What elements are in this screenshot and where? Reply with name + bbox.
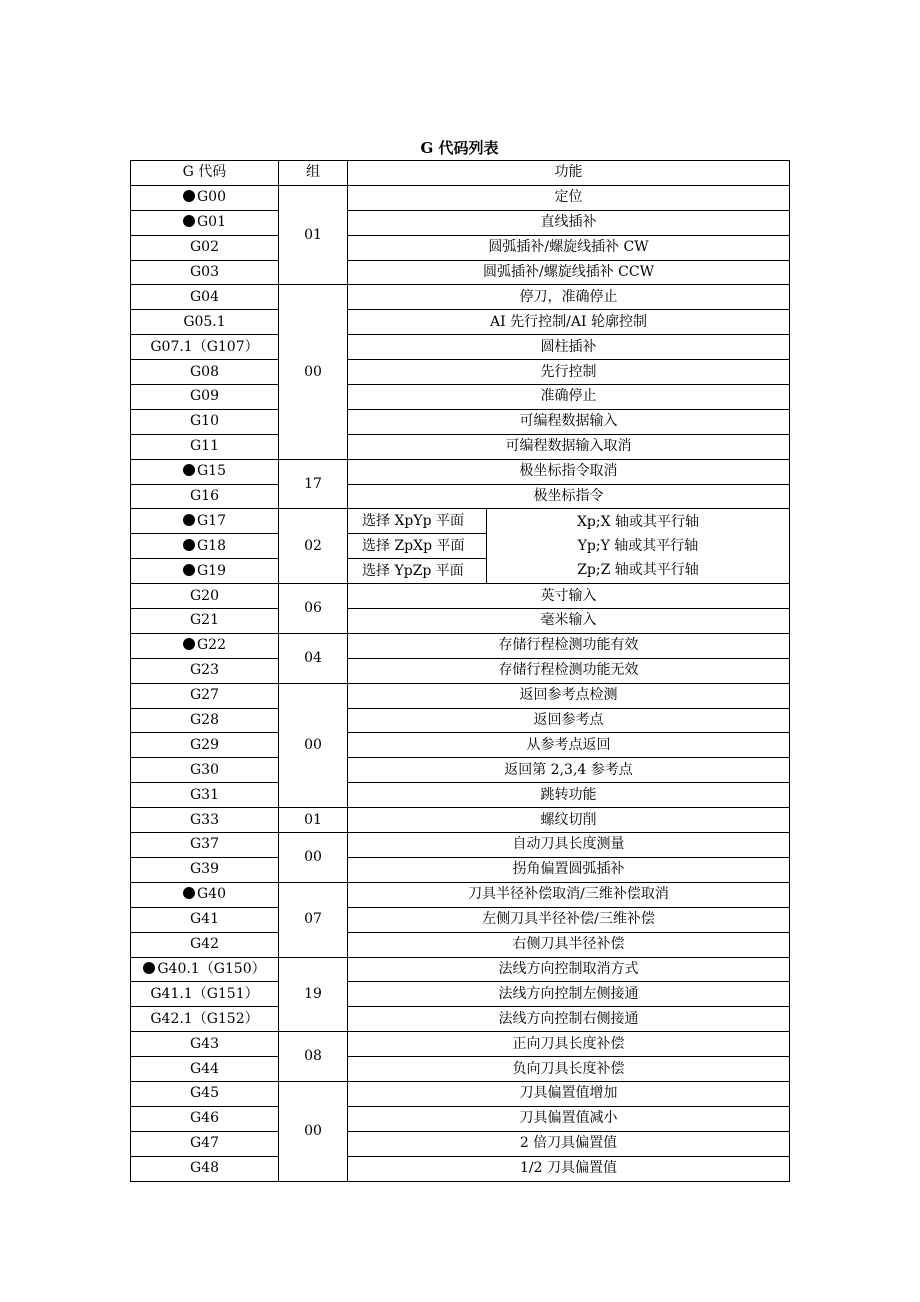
g-code-label: G42.1（G152） <box>150 1010 259 1027</box>
modal-default-dot-icon <box>183 564 195 576</box>
header-code: G 代码 <box>131 161 279 186</box>
g-code-cell <box>131 882 279 907</box>
axis-line: Yp;Y 轴或其平行轴 <box>577 538 699 555</box>
g-code-cell <box>131 833 279 858</box>
group-cell: 08 <box>279 1032 348 1082</box>
table-row <box>131 1106 790 1131</box>
g-code-label: G47 <box>190 1135 219 1152</box>
group-cell: 01 <box>279 808 348 833</box>
table-row <box>131 1057 790 1082</box>
table-row <box>131 1081 790 1106</box>
g-code-cell <box>131 1081 279 1106</box>
function-cell: 停刀，准确停止 <box>348 285 790 310</box>
axis-line: Zp;Z 轴或其平行轴 <box>577 562 699 579</box>
function-cell: 极坐标指令取消 <box>348 459 790 484</box>
modal-default-dot-icon <box>183 215 195 227</box>
group-cell: 17 <box>279 459 348 509</box>
table-row <box>131 385 790 410</box>
g-code-label: G10 <box>190 413 219 430</box>
table-row <box>131 857 790 882</box>
g-code-cell <box>131 1057 279 1082</box>
table-row <box>131 783 790 808</box>
g-code-table <box>130 160 790 1182</box>
table-row <box>131 907 790 932</box>
function-cell: 法线方向控制右侧接通 <box>348 1007 790 1032</box>
g-code-label: G46 <box>190 1110 219 1127</box>
g-code-label: G41 <box>190 911 219 928</box>
table-row <box>131 409 790 434</box>
g-code-cell <box>131 1156 279 1181</box>
g-code-label: G39 <box>190 861 219 878</box>
function-cell: 刀具半径补偿取消/三维补偿取消 <box>348 882 790 907</box>
modal-default-dot-icon <box>143 962 155 974</box>
function-cell: 返回参考点检测 <box>348 683 790 708</box>
modal-default-dot-icon <box>183 539 195 551</box>
g-code-label: G05.1 <box>183 313 226 330</box>
g-code-cell <box>131 434 279 459</box>
function-cell: 圆柱插补 <box>348 335 790 360</box>
function-cell: 右侧刀具半径补偿 <box>348 932 790 957</box>
function-cell: 法线方向控制取消方式 <box>348 957 790 982</box>
table-row <box>131 808 790 833</box>
function-cell: 自动刀具长度测量 <box>348 833 790 858</box>
g-code-label: G09 <box>190 388 219 405</box>
table-row <box>131 459 790 484</box>
group-cell: 04 <box>279 633 348 683</box>
modal-default-dot-icon <box>183 190 195 202</box>
function-cell: 跳转功能 <box>348 783 790 808</box>
group-cell: 19 <box>279 957 348 1032</box>
g-code-label: G40.1（G150） <box>157 960 266 977</box>
g-code-label: G41.1（G151） <box>150 985 259 1002</box>
group-cell: 02 <box>279 509 348 584</box>
g-code-label: G43 <box>190 1035 219 1052</box>
table-row <box>131 683 790 708</box>
g-code-cell <box>131 633 279 658</box>
table-row <box>131 658 790 683</box>
function-cell: 负向刀具长度补偿 <box>348 1057 790 1082</box>
g-code-label: G22 <box>197 637 226 654</box>
table-row <box>131 235 790 260</box>
group-cell: 06 <box>279 584 348 634</box>
g-code-label: G37 <box>190 836 219 853</box>
function-cell: 英寸输入 <box>348 584 790 609</box>
function-cell: 存储行程检测功能有效 <box>348 633 790 658</box>
g-code-label: G48 <box>190 1160 219 1177</box>
g-code-label: G45 <box>190 1085 219 1102</box>
table-row <box>131 1032 790 1057</box>
g-code-cell <box>131 509 279 534</box>
header-function: 功能 <box>348 161 790 186</box>
plane-select-cell: 选择 XpYp 平面 <box>348 509 487 534</box>
table-row <box>131 1007 790 1032</box>
g-code-cell <box>131 932 279 957</box>
function-cell: 先行控制 <box>348 360 790 385</box>
g-code-label: G04 <box>190 288 219 305</box>
modal-default-dot-icon <box>183 887 195 899</box>
table-row <box>131 584 790 609</box>
g-code-cell <box>131 683 279 708</box>
g-code-cell <box>131 360 279 385</box>
g-code-label: G11 <box>190 438 219 455</box>
g-code-cell <box>131 733 279 758</box>
table-row <box>131 982 790 1007</box>
axis-description-cell <box>487 509 790 584</box>
group-cell: 07 <box>279 882 348 957</box>
g-code-cell <box>131 1131 279 1156</box>
g-code-cell <box>131 310 279 335</box>
g-code-cell <box>131 210 279 235</box>
g-code-label: G00 <box>197 189 226 206</box>
function-cell: 圆弧插补/螺旋线插补 CW <box>348 235 790 260</box>
g-code-cell <box>131 335 279 360</box>
g-code-label: G33 <box>190 811 219 828</box>
g-code-label: G23 <box>190 662 219 679</box>
function-cell: 可编程数据输入 <box>348 409 790 434</box>
g-code-label: G17 <box>197 512 226 529</box>
table-row <box>131 957 790 982</box>
g-code-cell <box>131 1032 279 1057</box>
function-cell: 左侧刀具半径补偿/三维补偿 <box>348 907 790 932</box>
function-cell: AI 先行控制/AI 轮廓控制 <box>348 310 790 335</box>
table-row <box>131 260 790 285</box>
function-cell: 存储行程检测功能无效 <box>348 658 790 683</box>
group-cell: 00 <box>279 833 348 883</box>
table-row <box>131 310 790 335</box>
g-code-label: G16 <box>190 488 219 505</box>
group-cell: 00 <box>279 285 348 459</box>
g-code-label: G01 <box>197 214 226 231</box>
g-code-label: G03 <box>190 264 219 280</box>
group-cell: 01 <box>279 185 348 285</box>
table-row <box>131 833 790 858</box>
g-code-cell <box>131 708 279 733</box>
table-row <box>131 509 790 534</box>
g-code-cell <box>131 783 279 808</box>
function-cell: 直线插补 <box>348 210 790 235</box>
table-row <box>131 484 790 509</box>
group-cell: 00 <box>279 1081 348 1181</box>
g-code-cell <box>131 857 279 882</box>
header-group: 组 <box>279 161 348 186</box>
table-row <box>131 360 790 385</box>
table-row <box>131 285 790 310</box>
g-code-cell <box>131 808 279 833</box>
g-code-cell <box>131 609 279 634</box>
g-code-label: G20 <box>190 587 219 604</box>
function-cell: 可编程数据输入取消 <box>348 434 790 459</box>
g-code-cell <box>131 484 279 509</box>
function-cell: 2 倍刀具偏置值 <box>348 1131 790 1156</box>
plane-select-cell: 选择 ZpXp 平面 <box>348 534 487 559</box>
g-code-label: G07.1（G107） <box>150 338 259 355</box>
function-cell: 1/2 刀具偏置值 <box>348 1156 790 1181</box>
g-code-label: G29 <box>190 736 219 753</box>
g-code-cell <box>131 1007 279 1032</box>
g-code-label: G02 <box>190 239 219 256</box>
function-cell: 拐角偏置圆弧插补 <box>348 857 790 882</box>
g-code-cell <box>131 385 279 410</box>
g-code-cell <box>131 957 279 982</box>
g-code-cell <box>131 658 279 683</box>
plane-select-cell: 选择 YpZp 平面 <box>348 559 487 584</box>
function-cell: 刀具偏置值减小 <box>348 1106 790 1131</box>
table-row <box>131 758 790 783</box>
g-code-label: G19 <box>197 562 226 579</box>
g-code-cell <box>131 260 279 285</box>
axis-line: Xp;X 轴或其平行轴 <box>576 514 700 531</box>
function-cell: 毫米输入 <box>348 609 790 634</box>
g-code-cell <box>131 409 279 434</box>
g-code-label: G44 <box>190 1060 219 1077</box>
table-row <box>131 185 790 210</box>
modal-default-dot-icon <box>183 514 195 526</box>
table-row <box>131 733 790 758</box>
function-cell: 定位 <box>348 185 790 210</box>
function-cell: 从参考点返回 <box>348 733 790 758</box>
function-cell: 刀具偏置值增加 <box>348 1081 790 1106</box>
table-header-row <box>131 161 790 186</box>
table-row <box>131 633 790 658</box>
g-code-cell <box>131 907 279 932</box>
g-code-label: G27 <box>190 687 219 704</box>
g-code-cell <box>131 584 279 609</box>
function-cell: 圆弧插补/螺旋线插补 CCW <box>348 260 790 285</box>
function-cell: 正向刀具长度补偿 <box>348 1032 790 1057</box>
g-code-label: G18 <box>197 537 226 554</box>
table-row <box>131 1156 790 1181</box>
g-code-cell <box>131 285 279 310</box>
modal-default-dot-icon <box>183 464 195 476</box>
function-cell: 螺纹切削 <box>348 808 790 833</box>
table-row <box>131 882 790 907</box>
table-row <box>131 434 790 459</box>
g-code-cell <box>131 459 279 484</box>
g-code-label: G30 <box>190 761 219 778</box>
function-cell: 极坐标指令 <box>348 484 790 509</box>
table-row <box>131 210 790 235</box>
g-code-cell <box>131 758 279 783</box>
table-row <box>131 1131 790 1156</box>
function-cell: 返回参考点 <box>348 708 790 733</box>
function-cell: 法线方向控制左侧接通 <box>348 982 790 1007</box>
table-row <box>131 609 790 634</box>
page-title: G 代码列表 <box>420 139 499 157</box>
g-code-label: G40 <box>197 886 226 903</box>
g-code-cell <box>131 559 279 584</box>
function-cell: 返回第 2,3,4 参考点 <box>348 758 790 783</box>
table-row <box>131 932 790 957</box>
g-code-label: G31 <box>190 786 219 803</box>
function-cell: 准确停止 <box>348 385 790 410</box>
g-code-cell <box>131 534 279 559</box>
g-code-cell <box>131 1106 279 1131</box>
g-code-label: G42 <box>190 936 219 953</box>
modal-default-dot-icon <box>183 638 195 650</box>
g-code-label: G28 <box>190 712 219 729</box>
g-code-cell <box>131 982 279 1007</box>
g-code-label: G21 <box>190 612 219 629</box>
g-code-cell <box>131 235 279 260</box>
group-cell: 00 <box>279 683 348 807</box>
table-row <box>131 708 790 733</box>
g-code-label: G08 <box>190 363 219 380</box>
g-code-label: G15 <box>197 463 226 480</box>
table-row <box>131 335 790 360</box>
g-code-cell <box>131 185 279 210</box>
